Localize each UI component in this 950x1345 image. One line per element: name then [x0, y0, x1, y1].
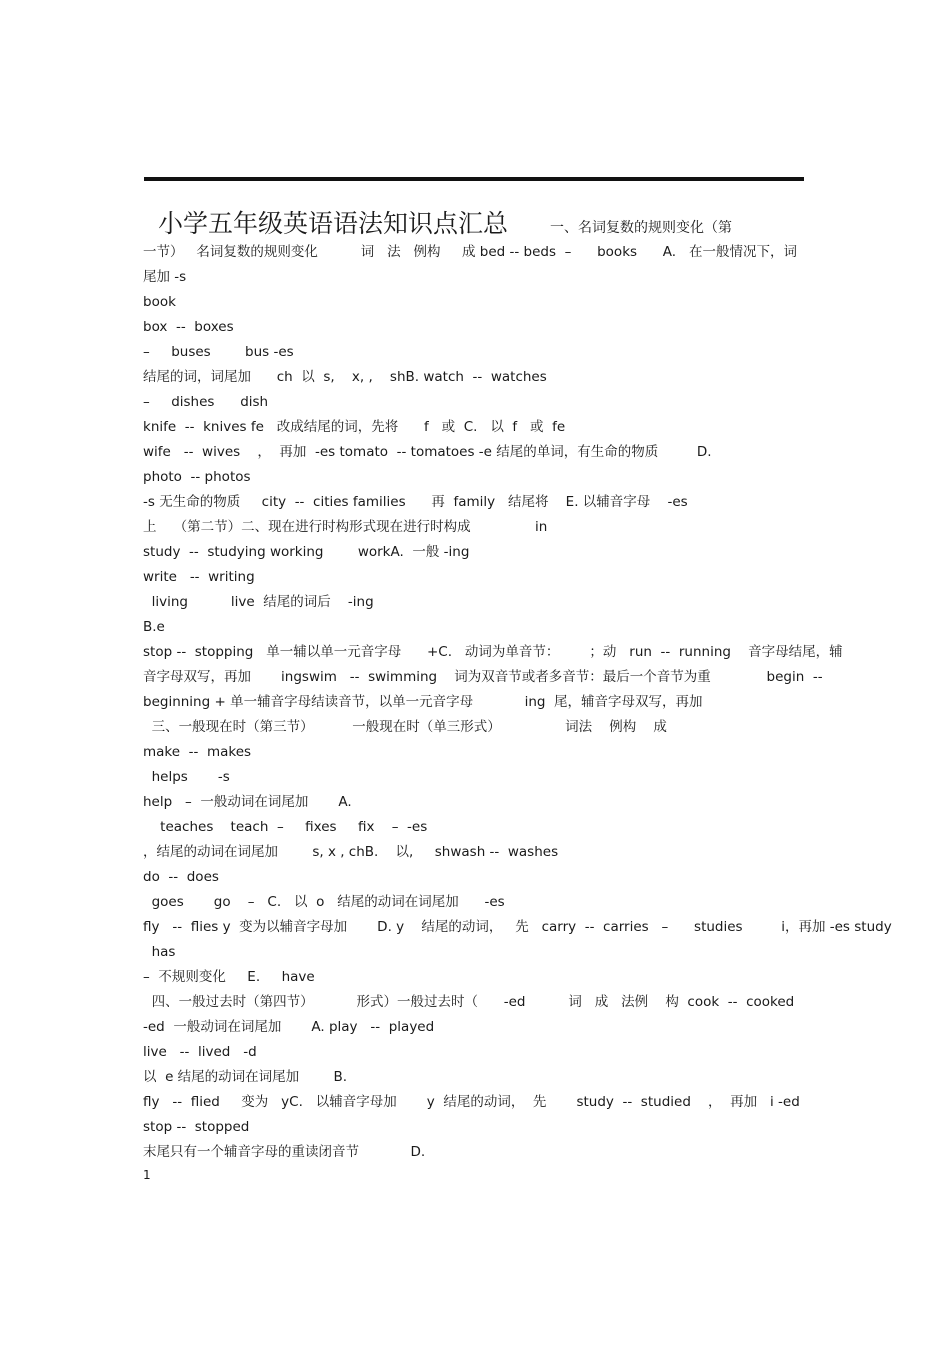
document-body — [143, 204, 892, 1165]
text-line: 一节） 名词复数的规则变化 词 法 例构 成 bed -- beds – books A. 在一般情况下，词 — [143, 244, 797, 260]
text-line: beginning + 单一辅音字母结读音节，以单一元音字母 ing 尾，辅音字母双写，再加 — [143, 694, 703, 710]
text-line: help – 一般动词在词尾加 A. — [143, 794, 352, 810]
text-line: 上 （第二节）二、现在进行时构形式现在进行时构成 in — [143, 519, 548, 535]
text-line: 结尾的词，词尾加 ch 以 s, x, , shB. watch -- watches — [143, 369, 547, 385]
text-line: fly -- flies y 变为以辅音字母加 D. y 结尾的动词， 先 carry -- carries – studies i，再加 -es study — [143, 919, 892, 935]
text-line: 尾加 -s — [143, 269, 187, 285]
title-line — [143, 204, 813, 240]
text-line: write -- writing — [143, 569, 255, 585]
text-line: wife -- wives ， 再加 -es tomato -- tomatoes -e 结尾的单词，有生命的物质 D. — [143, 444, 712, 460]
text-line: 四、一般过去时（第四节） 形式）一般过去时（ -ed 词 成 法例 构 cook -- cooked — [143, 994, 795, 1010]
text-line: – dishes dish — [143, 394, 269, 410]
text-line: has — [143, 944, 176, 960]
text-line: live -- lived -d — [143, 1044, 257, 1060]
text-line: goes go – C. 以 o 结尾的动词在词尾加 -es — [143, 894, 505, 910]
text-line: 音字母双写，再加 ingswim -- swimming 词为双音节或者多音节：最后一个音节为重 begin -- — [143, 669, 823, 685]
text-line: -s 无生命的物质 city -- cities families 再 family 结尾将 E. 以辅音字母 -es — [143, 494, 688, 510]
text-line: ，结尾的动词在词尾加 s, x , chB. 以, shwash -- washes — [143, 844, 559, 860]
text-lines — [143, 240, 892, 1165]
title-tail-text: 一、名词复数的规则变化（第 — [550, 220, 733, 236]
text-line: book — [143, 294, 176, 310]
text-line: helps -s — [143, 769, 230, 785]
text-line: study -- studying working workA. 一般 -ing — [143, 544, 470, 560]
text-line: knife -- knives fe 改成结尾的词，先将 f 或 C. 以 f 或 fe — [143, 419, 566, 435]
text-line: 末尾只有一个辅音字母的重读闭音节 D. — [143, 1144, 426, 1160]
document-title: 小学五年级英语语法知识点汇总 — [158, 209, 509, 238]
text-line: – buses bus -es — [143, 344, 294, 360]
text-line: -ed 一般动词在词尾加 A. play -- played — [143, 1019, 435, 1035]
text-line: living live 结尾的词后 -ing — [143, 594, 374, 610]
page-number: 1 — [143, 1168, 151, 1182]
text-line: photo -- photos — [143, 469, 251, 485]
text-line: 以 e 结尾的动词在词尾加 B. — [143, 1069, 348, 1085]
text-line: fly -- flied 变为 yC. 以辅音字母加 y 结尾的动词， 先 study -- studied ， 再加 i -ed — [143, 1094, 800, 1110]
text-line: 三、一般现在时（第三节） 一般现在时（单三形式） 词法 例构 成 — [143, 719, 667, 735]
text-line: make -- makes — [143, 744, 252, 760]
text-line: stop -- stopped — [143, 1119, 250, 1135]
text-line: teaches teach – fixes fix – -es — [143, 819, 428, 835]
header-rule — [144, 177, 804, 181]
text-line: – 不规则变化 E. have — [143, 969, 315, 985]
text-line: B.e — [143, 619, 165, 635]
text-line: box -- boxes — [143, 319, 234, 335]
text-line: stop -- stopping 单一辅以单一元音字母 +C. 动词为单音节： ；动 run -- running 音字母结尾，辅 — [143, 644, 843, 660]
text-line: do -- does — [143, 869, 219, 885]
